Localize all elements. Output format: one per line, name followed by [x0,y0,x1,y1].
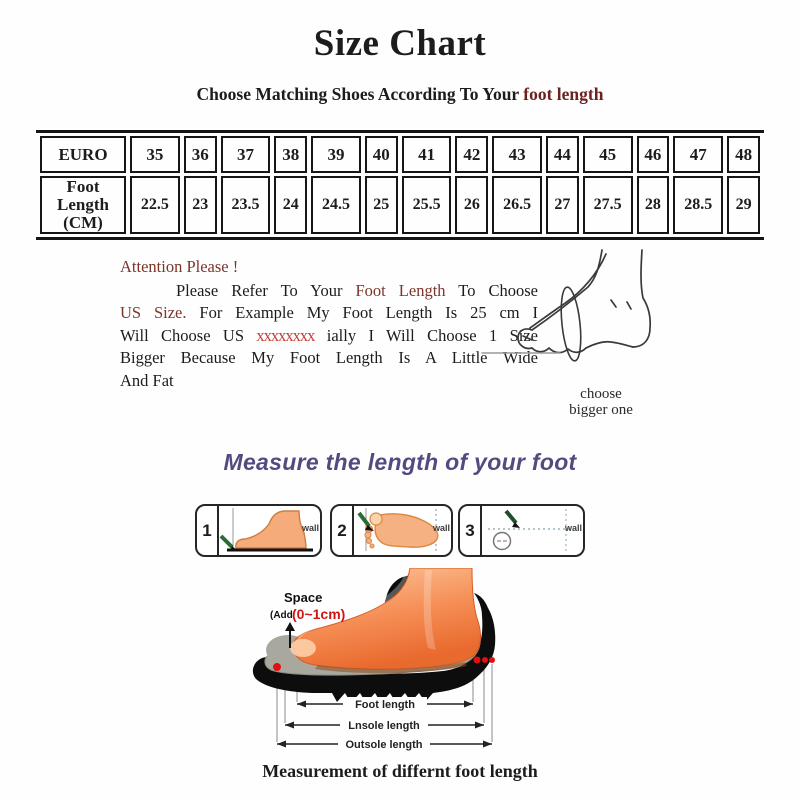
foot-sketch-illustration [470,240,720,400]
cm-cell: 27 [546,176,579,234]
measure-step-2-panel [330,504,453,557]
attention-line: Bigger Because My Foot Length Is A Little Wide [120,348,538,367]
page-title: Size Chart [313,23,487,64]
cm-cell: 28.5 [673,176,723,234]
attention-text: Will Choose US [120,325,257,345]
pen-icon [359,513,369,526]
cm-cell: 29 [727,176,760,234]
euro-cell: 38 [274,136,307,173]
choose-bigger-line2: bigger one [569,402,633,418]
space-label: Space [284,590,323,605]
cm-cell: 27.5 [583,176,633,234]
cm-cell: 24 [274,176,307,234]
euro-cell: 48 [727,136,760,173]
bottom-caption: Measurement of differnt foot length [262,761,538,781]
attention-line: And Fat [120,370,174,390]
step-number: 1 [197,506,219,555]
attention-highlight: US Size. [120,303,187,322]
wall-label: wall [432,523,450,533]
euro-cell: 35 [130,136,180,173]
foot-length-dim-label: Foot length [355,699,415,711]
euro-cell: 37 [221,136,271,173]
measure-step-1-panel [195,504,322,557]
cm-cell: 24.5 [311,176,361,234]
row-header-foot-length: Foot Length (CM) [40,176,126,234]
measure-step-3-panel [458,504,585,557]
euro-cell: 39 [311,136,361,173]
measure-heading: Measure the length of your foot [223,449,577,475]
row-header-euro: EURO [40,136,126,173]
subtitle-highlight: foot length [523,84,604,104]
step-number: 3 [460,506,482,555]
insole-length-dim-label: Lnsole length [348,720,420,732]
pen-icon [506,511,516,523]
euro-cell: 42 [455,136,488,173]
euro-cell: 41 [402,136,452,173]
outsole-length-dim-label: Outsole length [345,739,423,751]
attention-text: ially I Will Choose 1 Size [314,325,538,345]
size-table [36,130,764,240]
choose-bigger-line1: choose [580,386,622,402]
cm-cell: 26 [455,176,488,234]
cm-cell: 25.5 [402,176,452,234]
wall-label: wall [301,523,319,533]
euro-cell: 47 [673,136,723,173]
euro-cell: 45 [583,136,633,173]
cm-cell: 23 [184,176,217,234]
cm-cell: 23.5 [221,176,271,234]
add-value: (0~1cm) [292,606,346,622]
euro-cell: 46 [637,136,670,173]
choose-bigger-note [538,386,664,418]
size-note-circle [494,533,511,550]
attention-heading: Attention Please ! [120,257,239,276]
foot-length-measurement-illustration [240,568,610,768]
euro-cell: 36 [184,136,217,173]
cm-cell: 26.5 [492,176,542,234]
cm-cell: 28 [637,176,670,234]
euro-cell: 43 [492,136,542,173]
cm-cell: 25 [365,176,398,234]
attention-text: For Example My Foot Length Is 25 cm I [186,303,538,322]
crossed-out-text: xxxxxxxx [256,325,315,345]
euro-cell: 44 [546,136,579,173]
subtitle-text: Choose Matching Shoes According To Your [196,84,524,104]
attention-text: Please Refer To Your [176,280,356,300]
attention-text: To Choose [445,280,538,300]
attention-highlight: Foot Length [355,280,446,300]
table-row-foot-length [40,176,760,234]
cm-cell: 22.5 [130,176,180,234]
pen-icon [221,536,232,547]
euro-cell: 40 [365,136,398,173]
subtitle [0,84,800,105]
add-label: (Add [270,610,293,621]
table-row-euro [40,136,760,173]
wall-label: wall [564,523,582,533]
step-number: 2 [332,506,354,555]
